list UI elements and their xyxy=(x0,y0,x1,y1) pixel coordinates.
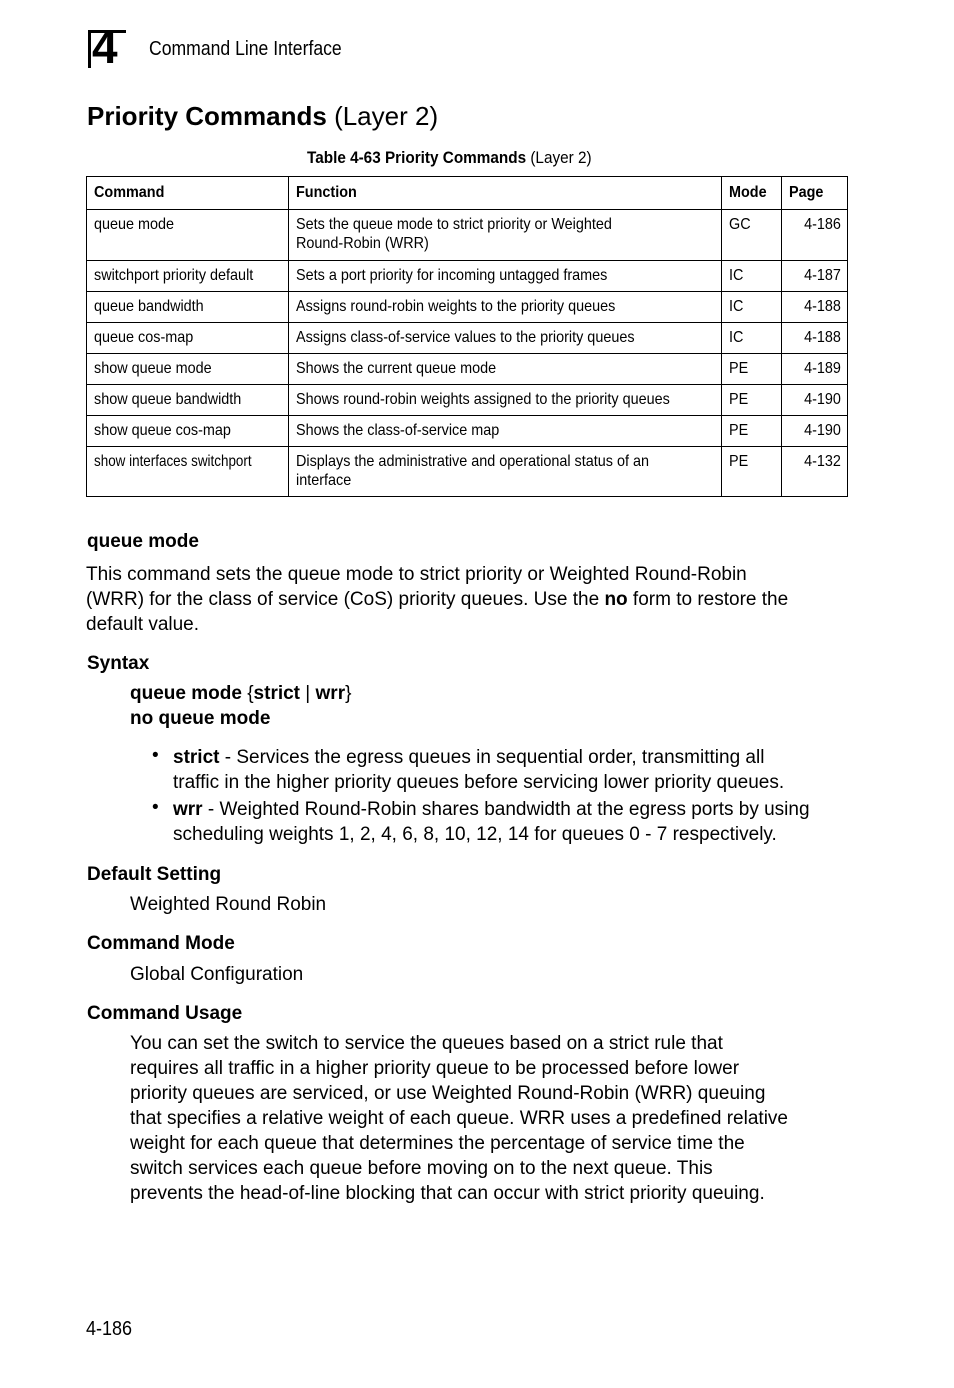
command-heading: queue mode xyxy=(87,531,199,552)
cell-page: 4-188 xyxy=(782,292,848,323)
table-header-row xyxy=(87,177,848,210)
table-row xyxy=(87,261,848,292)
table-row xyxy=(87,416,848,447)
cell-page: 4-186 xyxy=(782,210,848,261)
running-head: Command Line Interface xyxy=(149,38,342,60)
bullet-marker: • xyxy=(152,745,159,766)
cell-function: Shows the class-of-service map xyxy=(288,416,721,447)
table-caption-title: Table 4-63 Priority Commands xyxy=(307,148,527,167)
table-row xyxy=(87,447,848,497)
page-number: 4-186 xyxy=(86,1318,133,1340)
table-row xyxy=(87,354,848,385)
cell-mode: PE xyxy=(722,447,782,497)
section-title xyxy=(87,101,438,132)
cell-function: Sets a port priority for incoming untagged frames xyxy=(288,261,721,292)
table-row xyxy=(87,292,848,323)
section-title-sub: (Layer 2) xyxy=(334,101,439,131)
table-caption xyxy=(307,148,592,168)
default-setting-value: Weighted Round Robin xyxy=(130,894,327,915)
section-title-main: Priority Commands xyxy=(87,101,327,131)
cell-command: queue mode xyxy=(87,210,289,261)
bullet-marker: • xyxy=(152,797,159,818)
cell-page: 4-187 xyxy=(782,261,848,292)
cell-mode: IC xyxy=(722,323,782,354)
syntax-line-2: no queue mode xyxy=(130,708,271,729)
default-setting-heading: Default Setting xyxy=(87,864,222,885)
cell-function: Shows round-robin weights assigned to the priority queues xyxy=(288,385,721,416)
syntax-block xyxy=(130,681,351,731)
cell-command: show interfaces switchport xyxy=(87,447,289,497)
table-caption-suffix: (Layer 2) xyxy=(530,148,592,167)
cell-page: 4-132 xyxy=(782,447,848,497)
cell-mode: PE xyxy=(722,416,782,447)
table-row xyxy=(87,323,848,354)
cell-page: 4-188 xyxy=(782,323,848,354)
cell-command: switchport priority default xyxy=(87,261,289,292)
column-header-command: Command xyxy=(87,177,289,210)
cell-mode: IC xyxy=(722,261,782,292)
column-header-page: Page xyxy=(782,177,848,210)
chapter-number: 4 xyxy=(92,21,117,73)
priority-commands-table xyxy=(86,176,848,497)
command-description: This command sets the queue mode to strict priority or Weighted Round-Robin (WRR) for the class of service (CoS) priority queues. Use the no form to restore the default value. xyxy=(86,564,789,635)
command-usage-text: You can set the switch to service the queues based on a strict rule that requires all traffic in a higher priority queue to be processed before lower priority queues are serviced, or use Weighted Round-Robin (WRR) queuing that specifies a relative weight of each queue. WRR uses a predefined relative weight for each queue that determines the percentage of service time the switch services each queue before moving on to the next queue. This prevents the head-of-line blocking that can occur with strict priority queuing. xyxy=(130,1033,788,1204)
cell-page: 4-190 xyxy=(782,385,848,416)
column-header-function: Function xyxy=(288,177,721,210)
cell-function: Displays the administrative and operational status of an interface xyxy=(288,447,721,497)
cell-command: show queue bandwidth xyxy=(87,385,289,416)
cell-mode: IC xyxy=(722,292,782,323)
command-usage-heading: Command Usage xyxy=(87,1003,243,1024)
cell-command: queue cos-map xyxy=(87,323,289,354)
cell-function: Assigns class-of-service values to the priority queues xyxy=(288,323,721,354)
bullet-strict: strict - Services the egress queues in sequential order, transmitting all traffic in the higher priority queues before servicing lower priority queues. xyxy=(173,747,785,793)
cell-mode: PE xyxy=(722,354,782,385)
cell-page: 4-190 xyxy=(782,416,848,447)
syntax-heading: Syntax xyxy=(87,653,150,674)
table-row xyxy=(87,385,848,416)
cell-command: queue bandwidth xyxy=(87,292,289,323)
command-mode-value: Global Configuration xyxy=(130,964,304,985)
cell-mode: PE xyxy=(722,385,782,416)
column-header-mode: Mode xyxy=(722,177,782,210)
command-mode-heading: Command Mode xyxy=(87,933,235,954)
cell-command: show queue cos-map xyxy=(87,416,289,447)
cell-function: Shows the current queue mode xyxy=(288,354,721,385)
cell-page: 4-189 xyxy=(782,354,848,385)
cell-function: Sets the queue mode to strict priority or Weighted Round-Robin (WRR) xyxy=(288,210,721,261)
cell-mode: GC xyxy=(722,210,782,261)
cell-command: show queue mode xyxy=(87,354,289,385)
cell-function: Assigns round-robin weights to the priority queues xyxy=(288,292,721,323)
table-row xyxy=(87,210,848,261)
bullet-wrr: wrr - Weighted Round-Robin shares bandwidth at the egress ports by using scheduling weights 1, 2, 4, 6, 8, 10, 12, 14 for queues 0 - 7 respectively. xyxy=(173,799,810,845)
syntax-line-1: queue mode {strict | wrr} xyxy=(130,683,352,704)
